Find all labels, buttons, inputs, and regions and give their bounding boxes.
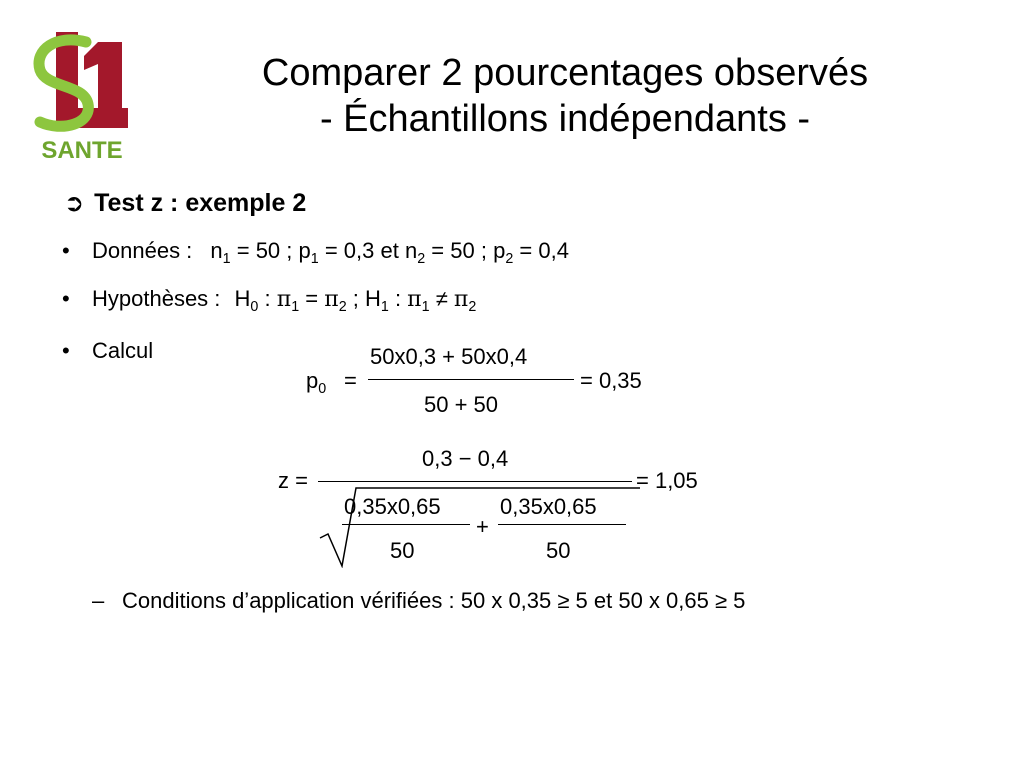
- p0-fraction-bar: [368, 379, 574, 380]
- bullet-donnees: [62, 238, 569, 267]
- calcul-label: Calcul: [92, 338, 154, 363]
- p0-denominator: 50 + 50: [424, 392, 499, 417]
- z-frac2-denominator: 50: [546, 538, 571, 563]
- bullet-dot: •: [62, 286, 70, 311]
- z-lhs: z =: [278, 468, 308, 493]
- conditions-item: [92, 588, 745, 614]
- slide-title: [170, 50, 960, 142]
- z-frac1-bar: [342, 524, 470, 525]
- z-frac1-denominator: 50: [390, 538, 415, 563]
- z-fraction-bar: [318, 481, 632, 482]
- title-line-1: Comparer 2 pourcentages observés: [261, 52, 869, 94]
- p0-numerator: 50x0,3 + 50x0,4: [370, 344, 528, 369]
- p0-equals: =: [344, 368, 357, 393]
- s1-sante-logo: [26, 28, 138, 164]
- bullet-hypotheses: [62, 286, 477, 315]
- z-frac1-numerator: 0,35x0,65: [344, 494, 441, 519]
- z-numerator: 0,3 − 0,4: [422, 446, 509, 471]
- bullet-dot: •: [62, 338, 70, 363]
- conditions-text: Conditions d’application vérifiées : 50 x 0,35 ≥ 5 et 50 x 0,65 ≥ 5: [122, 588, 746, 613]
- hypotheses-formula: $H_0$ : $\pi_1 = \pi_2$ ; $H_1$ : $\pi_1 \ne \pi_2$: [234, 286, 477, 315]
- hypotheses-label: Hypothèses :: [92, 286, 221, 311]
- z-frac2-bar: [498, 524, 626, 525]
- z-plus: +: [476, 514, 489, 539]
- arrow-icon: ➲: [64, 190, 85, 217]
- title-line-2: - Échantillons indépendants -: [319, 98, 811, 140]
- bullet-calcul: [62, 338, 153, 364]
- z-result: = 1,05: [636, 468, 698, 493]
- subhead-text: Test z : exemple 2: [94, 189, 307, 217]
- p0-lhs: $p_0$: [306, 368, 327, 397]
- donnees-label: Données :: [92, 238, 193, 263]
- p0-result: = 0,35: [580, 368, 642, 393]
- section-subhead: [64, 189, 306, 218]
- donnees-formula: $n_1 = 50$ ; $p_1 = 0,3$ et $n_2 = 50$ ; $p_2 = 0,4$: [210, 238, 569, 267]
- z-frac2-numerator: 0,35x0,65: [500, 494, 597, 519]
- dash-marker: –: [92, 588, 105, 613]
- logo-sante-text: SANTE: [41, 137, 123, 164]
- bullet-dot: •: [62, 238, 70, 263]
